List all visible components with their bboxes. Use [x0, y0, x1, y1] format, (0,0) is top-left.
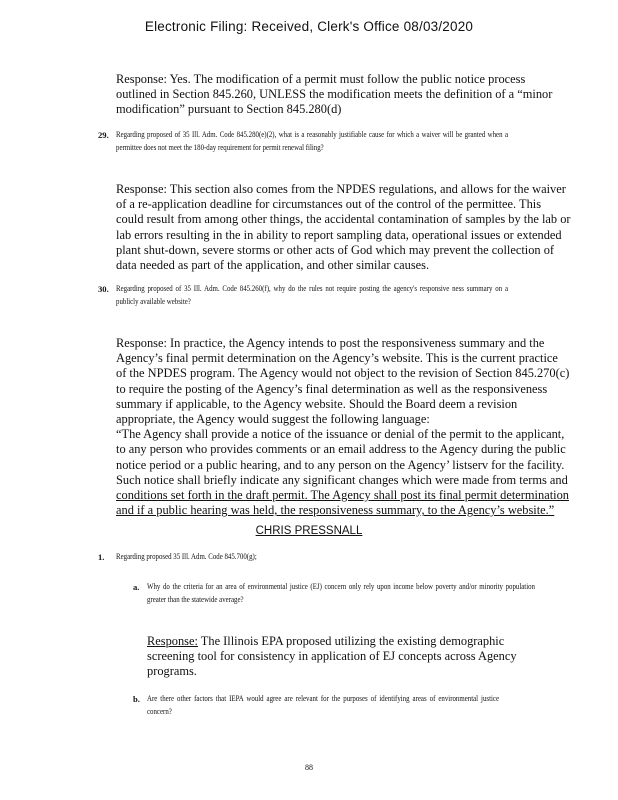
text-line: Response: In practice, the Agency intends to post the responsiveness summary and the — [116, 336, 545, 350]
subquestion-b-text: Are there other factors that IEPA would agree are relevant for the purposes of identifying areas of environmental justice concern? — [147, 693, 499, 716]
text-line: Response: Yes. The modification of a permit must follow the public notice process — [116, 72, 526, 86]
text-line: notice period or a public hearing, and to any person on the Agency’ listserv for the facility. — [116, 457, 565, 472]
text-line: outlined in Section 845.260, UNLESS the modification meets the definition of a “minor — [116, 87, 553, 102]
text-line: could result from among other things, the accidental contamination of samples by the lab or — [116, 212, 571, 227]
question-number: 30. — [98, 284, 109, 294]
response-responsiveness-summary — [116, 336, 616, 518]
subquestion-a-text: Why do the criteria for an area of environmental justice (EJ) concern only rely upon income below poverty and/or minority population greater than the statewide average? — [147, 581, 535, 604]
section-heading-text: CHRIS PRESSNALL — [255, 525, 363, 537]
text-line: of a re-application deadline for circumstances out of the control of the permittee. This — [116, 197, 542, 212]
text-line: to require the posting of the Agency’s final determination as well as the responsiveness — [116, 381, 548, 396]
text-line: Agency’s final permit determination on the Agency’s website. This is the current practice — [116, 351, 558, 366]
subquestion-letter: b. — [133, 694, 140, 704]
text-line: data needed as part of the application, and other similar causes. — [116, 258, 430, 273]
question-number: 29. — [98, 130, 109, 140]
response-modification-public-notice — [116, 72, 616, 118]
question-1-text: Regarding proposed 35 Ill. Adm. Code 845.700(g); — [116, 551, 257, 561]
question-number: 1. — [98, 552, 105, 562]
subquestion-letter: a. — [133, 582, 140, 592]
text-line: to any person who provides comments or an email address to the Agency during the public — [116, 442, 566, 457]
text-line: “The Agency shall provide a notice of the issuance or denial of the permit to the applicant, — [116, 427, 565, 442]
text-line: screening tool for consistency in application of EJ concepts across Agency — [147, 649, 517, 664]
response-ej-screening-tool — [147, 634, 607, 680]
page-number: 88 — [305, 763, 313, 772]
response-label: Response: — [147, 634, 198, 648]
text-line: lab errors resulting in the in ability to report sampling data, operational issues or extended — [116, 227, 562, 242]
efiling-header: Electronic Filing: Received, Clerk's Office 08/03/2020 — [144, 19, 474, 34]
underlined-text-line: and if a public hearing was held, the responsiveness summary, to the Agency’s website.” — [116, 503, 555, 518]
text-line: Such notice shall briefly indicate any significant changes which were made from terms and — [116, 472, 568, 487]
text-line: summary if applicable, to the Agency website. Should the Board deem a revision — [116, 396, 518, 411]
text-line: appropriate, the Agency would suggest the following language: — [116, 412, 430, 427]
text-line: modification” pursuant to Section 845.280(d) — [116, 102, 342, 117]
underlined-text-line: conditions set forth in the draft permit. The Agency shall post its final permit determination — [116, 488, 569, 503]
question-30-text: Regarding proposed of 35 Ill. Adm. Code 845.260(f), why do the rules not require posting the agency's responsive ness summary on a publicly available website? — [116, 283, 508, 306]
text-line: programs. — [147, 664, 197, 679]
question-29-text: Regarding proposed of 35 Ill. Adm. Code 845.280(e)(2), what is a reasonably justifiable cause for which a waiver will be granted when a permittee does not meet the 180-day requirement for permit renewal filing? — [116, 129, 508, 152]
text-line: plant shut-down, severe storms or other acts of God which may prevent the collection of — [116, 242, 555, 257]
text-line: Response: This section also comes from the NPDES regulations, and allows for the waiver — [116, 182, 566, 196]
text-line — [147, 634, 607, 649]
response-waiver-cause — [116, 182, 616, 273]
text-line: of the NPDES program. The Agency would not object to the revision of Section 845.270(c) — [116, 366, 570, 381]
text-fragment: The Illinois EPA proposed utilizing the existing demographic — [197, 634, 505, 648]
section-heading — [0, 525, 618, 537]
